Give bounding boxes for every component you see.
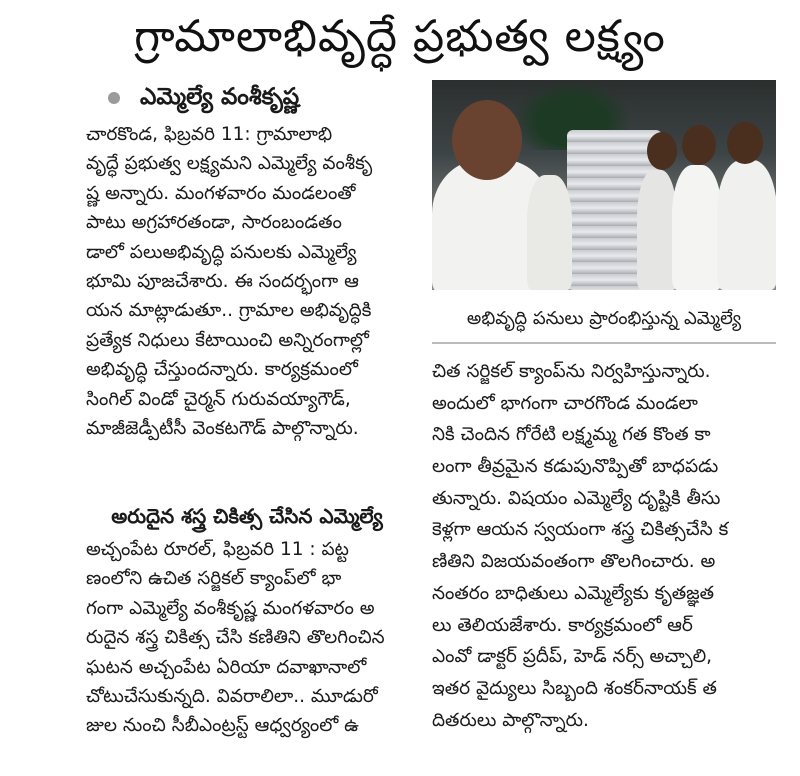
- photo-person-head: [452, 100, 522, 180]
- byline: [108, 80, 299, 114]
- news-photo: [432, 80, 776, 290]
- text-line: గంగా ఎమ్మెల్యే వంశీకృష్ణ మంగళవారం అ: [86, 597, 375, 619]
- photo-person-head: [682, 125, 716, 165]
- text-line: రుదైన శస్త్ర చికిత్స చేసి కణితిని తొలగించిన: [86, 627, 385, 649]
- text-line: ప్రత్యేక నిధులు కేటాయించి అన్నిరంగాల్లో: [86, 329, 369, 351]
- text-line: అభివృద్ధి చేస్తుందన్నారు. కార్యక్రమంలో: [86, 359, 358, 381]
- text-line: చారకొండ, ఫిబ్రవరి 11: గ్రామాలాభి: [86, 124, 333, 145]
- text-line: జుల నుంచి సీబీఎంట్రస్ట్ ఆధ్వర్యంలో ఉ: [86, 715, 359, 737]
- text-line: ణితిని విజయవంతంగా తొలగించారు. అ: [432, 551, 716, 573]
- photo-person-head: [647, 132, 677, 170]
- text-line: లు తెలియజేశారు. కార్యక్రమంలో ఆర్: [432, 614, 693, 636]
- text-line: అందులో భాగంగా చారగొండ మండలా: [432, 392, 698, 414]
- story2-body: [86, 535, 416, 741]
- byline-text: ఎమ్మెల్యే వంశీకృష్ణ: [140, 84, 300, 110]
- story2-continued: [432, 356, 776, 736]
- text-line: ఎంవో డాక్టర్ ప్రదీప్, హెడ్ నర్స్ అచ్చాలి,: [432, 646, 713, 668]
- text-line: నంతరం బాధితులు ఎమ్మెల్యేకు కృతజ్ఞత: [432, 582, 715, 604]
- text-line: చిత సర్జికల్ క్యాంప్‌ను నిర్వహిస్తున్నారు.: [432, 361, 711, 382]
- photo-person: [637, 170, 677, 290]
- text-line: అచ్చంపేట రూరల్, ఫిబ్రవరి 11 : పట్ట: [86, 539, 349, 560]
- story2-headline: అరుదైన శస్త్ర చికిత్స చేసిన ఎమ్మెల్యే: [111, 504, 383, 528]
- photo-caption: అభివృద్ధి పనులు ప్రారంభిస్తున్న ఎమ్మెల్యే: [432, 294, 776, 344]
- text-line: భూమి పూజచేశారు. ఈ సందర్భంగా ఆ: [86, 270, 359, 292]
- text-line: వృద్ధే ప్రభుత్వ లక్ష్యమని ఎమ్మెల్యే వంశీకృ: [86, 153, 373, 175]
- story1-body: [86, 120, 416, 443]
- photo-person-head: [727, 122, 763, 164]
- text-line: ష్ణ అన్నారు. మంగళవారం మండలంతో: [86, 182, 356, 204]
- text-line: ఘటన అచ్చంపేట ఏరియా దవాఖానాలో: [86, 656, 367, 678]
- text-line: యన మాట్లాడుతూ.. గ్రామాల అభివృద్ధికి: [86, 300, 372, 322]
- text-line: డాలో పలుఅభివృద్ధి పనులకు ఎమ్మెల్యే: [86, 241, 357, 263]
- text-line: ఇతర వైద్యులు సిబ్బంది శంకర్‌నాయక్ త: [432, 677, 717, 699]
- photo-person: [672, 165, 722, 290]
- photo-person: [527, 175, 572, 290]
- text-line: చోటుచేసుకున్నది. వివరాలిలా.. మూడురో: [86, 685, 378, 707]
- text-line: తున్నారు. విషయం ఎమ్మెల్యే దృష్టికి తీసు: [432, 487, 721, 509]
- photo-person: [717, 160, 776, 290]
- text-line: ణంలోని ఉచిత సర్జికల్ క్యాంప్‌లో భా: [86, 568, 342, 590]
- text-line: దితరులు పాల్గొన్నారు.: [432, 709, 589, 731]
- text-line: నికి చెందిన గోరేటి లక్ష్మమ్మ గత కొంత కా: [432, 424, 711, 446]
- headline: గ్రామాలాభివృద్ధే ప్రభుత్వ లక్ష్యం: [134, 11, 666, 62]
- text-line: మాజీజెడ్పీటీసీ వెంకటగౌడ్ పాల్గొన్నారు.: [86, 417, 359, 439]
- text-line: కెళ్లగా ఆయన స్వయంగా శస్త్ర చికిత్సచేసి క: [432, 519, 729, 541]
- text-line: పాటు అగ్రహారతండా, సారంబండతం: [86, 212, 342, 234]
- text-line: లంగా తీవ్రమైన కడుపునొప్పితో బాధపడు: [432, 456, 719, 478]
- text-line: సింగిల్ విండో చైర్మన్ గురువయ్యాగౌడ్,: [86, 388, 351, 410]
- bullet-icon: [108, 92, 120, 104]
